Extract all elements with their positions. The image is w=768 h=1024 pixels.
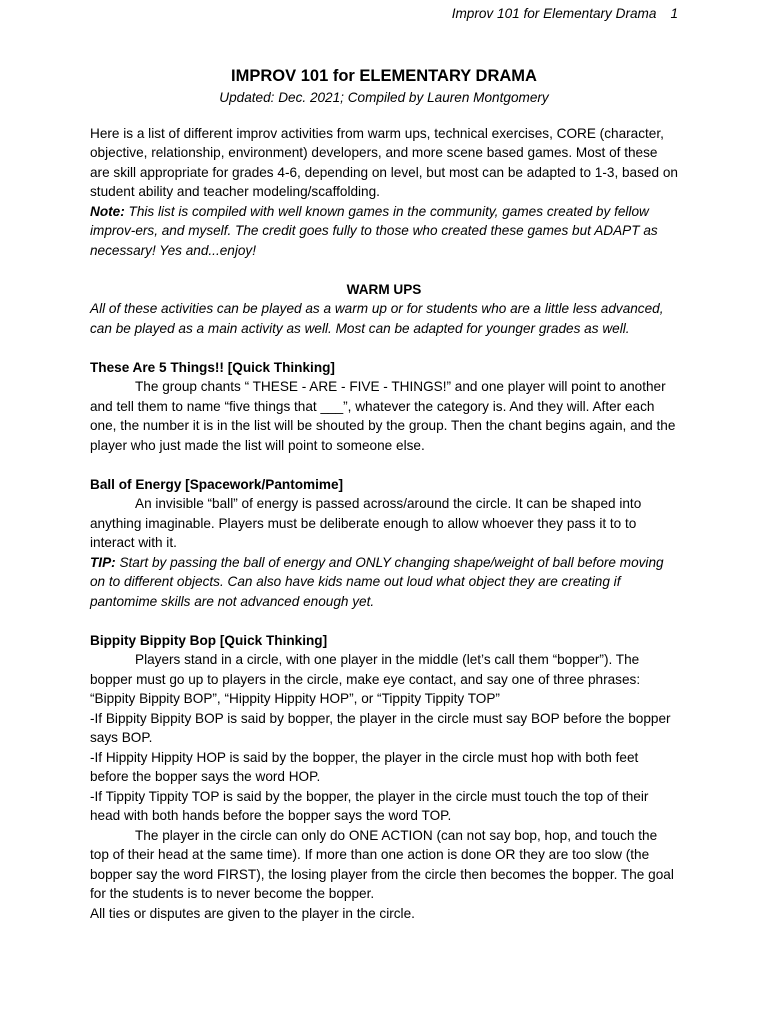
game-title-ball-of-energy: Ball of Energy [Spacework/Pantomime] bbox=[90, 476, 344, 492]
document-body bbox=[90, 66, 678, 923]
note-paragraph bbox=[90, 202, 678, 261]
game-title-bippity: Bippity Bippity Bop [Quick Thinking] bbox=[90, 632, 328, 648]
game-body-bippity-intro: Players stand in a circle, with one player in the middle (let’s call them “bopper”). The bopper must go up to players in the circle, make eye contact, and say one of three phrases: “Bippity Bippity BOP”, “Hippity Hippity HOP”, or “Tippity Tippity TOP” bbox=[90, 652, 641, 706]
game-body-bippity-action: The player in the circle can only do ONE ACTION (can not say bop, hop, and touch the top of their head at the same time). If more than one action is done OR they are too slow (the bopper say the word FIRST), the losing player from the circle then becomes the bopper. The goal for the students is to never become the bopper. bbox=[90, 827, 674, 901]
running-header bbox=[452, 6, 678, 21]
note-text: This list is compiled with well known games in the community, games created by fellow improv-ers, and myself. The credit goes fully to those who created these games but ADAPT as necessary! Yes and...enjoy! bbox=[90, 203, 658, 258]
tip-paragraph bbox=[90, 553, 678, 612]
game-body-five-things: The group chants “ THESE - ARE - FIVE - THINGS!” and one player will point to another and tell them to name “five things that ___”, whatever the category is. And they will. After each one, the number it is in the list will be shouted by the group. Then the chant begins again, and the player who just made the list will point to someone else. bbox=[90, 379, 676, 453]
bippity-rule-top: -If Tippity Tippity TOP is said by the bopper, the player in the circle must touch the top of their head with both hands before the bopper says the word TOP. bbox=[90, 788, 649, 823]
tip-text: Start by passing the ball of energy and ONLY changing shape/weight of ball before moving on to different objects. Can also have kids name out loud what object they are creating if pantomime skills are not advanced enough yet. bbox=[90, 554, 664, 609]
page-number: 1 bbox=[670, 6, 678, 21]
document-subtitle: Updated: Dec. 2021; Compiled by Lauren Montgomery bbox=[219, 90, 549, 105]
document-title: IMPROV 101 for ELEMENTARY DRAMA bbox=[231, 67, 537, 85]
game-body-bippity-ties: All ties or disputes are given to the player in the circle. bbox=[90, 905, 415, 921]
warmups-heading: WARM UPS bbox=[346, 281, 422, 297]
bippity-rule-hop: -If Hippity Hippity HOP is said by the bopper, the player in the circle must hop with both feet before the bopper says the word HOP. bbox=[90, 749, 639, 784]
note-label: Note: bbox=[90, 203, 125, 219]
bippity-rule-bop: -If Bippity Bippity BOP is said by bopper, the player in the circle must say BOP before the bopper says BOP. bbox=[90, 710, 671, 745]
tip-label: TIP: bbox=[90, 554, 116, 570]
game-body-ball-of-energy: An invisible “ball” of energy is passed across/around the circle. It can be shaped into anything imaginable. Players must be deliberate enough to allow whoever they pass it to to interact with it. bbox=[90, 496, 642, 550]
warmups-intro: All of these activities can be played as a warm up or for students who are a little less advanced, can be played as a main activity as well. Most can be adapted for younger grades as well. bbox=[90, 301, 664, 336]
game-title-five-things: These Are 5 Things!! [Quick Thinking] bbox=[90, 359, 335, 375]
running-title: Improv 101 for Elementary Drama bbox=[451, 6, 657, 21]
intro-paragraph: Here is a list of different improv activities from warm ups, technical exercises, CORE (character, objective, relationship, environment) developers, and more scene based games. Most of these are skill appropriate for grades 4-6, depending on level, but most can be adapted to 1-3, based on student ability and teacher modeling/scaffolding. bbox=[90, 125, 678, 199]
